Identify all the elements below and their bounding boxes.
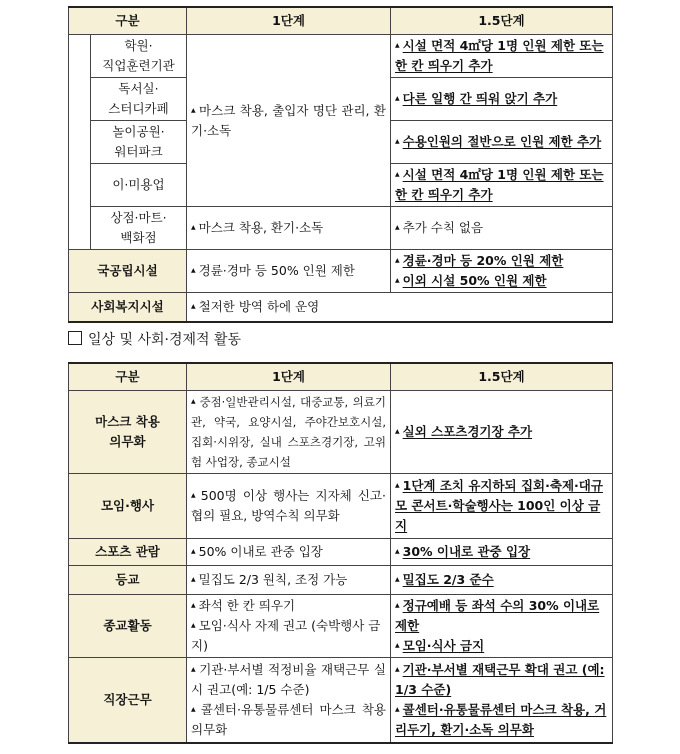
row-label-amusement: 놀이공원· 워터파크 xyxy=(91,121,187,164)
activity-rules-table xyxy=(68,362,613,744)
stage1-public: 경륜·경마 등 50% 인원 제한 xyxy=(198,263,355,278)
row-label-beauty: 이·미용업 xyxy=(91,164,187,207)
stage15-item: 정규예배 등 좌석 수의 30% 이내로 제한 xyxy=(395,598,600,633)
table-row xyxy=(69,539,613,566)
row-label: 마스크 착용 의무화 xyxy=(69,391,187,474)
table-row xyxy=(69,250,613,293)
row-label-welfare: 사회복지시설 xyxy=(69,293,187,323)
stage15-item: 30% 이내로 관중 입장 xyxy=(402,544,531,559)
header-stage15: 1.5단계 xyxy=(391,363,613,391)
header-stage1: 1단계 xyxy=(187,363,391,391)
stage15-reading-room: 다른 일행 간 띄워 앉기 추가 xyxy=(402,91,558,106)
row-label-public: 국공립시설 xyxy=(69,250,187,293)
stage1-item: 좌석 한 칸 띄우기 xyxy=(198,598,296,613)
table-row xyxy=(69,474,613,539)
stage15-academy: 시설 면적 4㎡당 1명 인원 제한 또는 한 칸 띄우기 추가 xyxy=(395,38,604,73)
stage15-beauty: 시설 면적 4㎡당 1명 인원 제한 또는 한 칸 띄우기 추가 xyxy=(395,167,604,202)
table-row xyxy=(69,207,613,250)
stage15-public-2: 이외 시설 50% 인원 제한 xyxy=(402,273,547,288)
stage1-shops: 마스크 착용, 환기·소독 xyxy=(198,220,324,235)
stage1-item: 콜센터·유통물류센터 마스크 착용 의무화 xyxy=(191,702,386,737)
header-category: 구분 xyxy=(69,363,187,391)
table-header-row xyxy=(69,7,613,35)
row-label-academy: 학원· 직업훈련기관 xyxy=(91,35,187,78)
stage15-item: 기관·부서별 재택근무 확대 권고 (예: 1/3 수준) xyxy=(395,662,605,697)
stage15-shops: 추가 수칙 없음 xyxy=(402,220,484,235)
row-label: 등교 xyxy=(69,566,187,595)
stage15-amusement: 수용인원의 절반으로 인원 제한 추가 xyxy=(402,134,602,149)
table-row xyxy=(69,658,613,744)
row-label: 직장근무 xyxy=(69,658,187,744)
stage15-item: 실외 스포츠경기장 추가 xyxy=(402,424,533,439)
section-title: 일상 및 사회·경제적 활동 xyxy=(68,329,241,349)
header-stage1: 1단계 xyxy=(187,7,391,35)
row-label: 모임·행사 xyxy=(69,474,187,539)
stage1-welfare: 철저한 방역 하에 운영 xyxy=(198,299,320,314)
stage1-item: 중점·일반관리시설, 대중교통, 의료기관, 약국, 요양시설, 주야간보호시설, 집회·시위장, 실내 스포츠경기장, 고위험 사업장, 종교시설 xyxy=(191,395,386,469)
table-row xyxy=(69,566,613,595)
table-row xyxy=(69,35,613,78)
stage1-item: 모임·식사 자제 권고 (숙박행사 금지) xyxy=(191,618,381,653)
stage1-item: 밀집도 2/3 원칙, 조정 가능 xyxy=(198,572,348,587)
row-label-shops: 상점·마트· 백화점 xyxy=(91,207,187,250)
row-label: 종교활동 xyxy=(69,595,187,658)
stage15-item: 모임·식사 금지 xyxy=(402,638,485,653)
stage15-item: 밀집도 2/3 준수 xyxy=(402,572,494,587)
header-category: 구분 xyxy=(69,7,187,35)
table-row xyxy=(69,595,613,658)
row-label-reading-room: 독서실· 스터디카페 xyxy=(91,78,187,121)
table-row xyxy=(69,391,613,474)
facility-rules-table xyxy=(68,6,613,323)
stage15-item: 콜센터·유통물류센터 마스크 착용, 거리두기, 환기·소독 의무화 xyxy=(395,702,607,737)
stage1-group-a: 마스크 착용, 출입자 명단 관리, 환기·소독 xyxy=(191,102,386,138)
stage15-item: 1단계 조치 유지하되 집회·축제·대규모 콘서트·학술행사는 100인 이상 금지 xyxy=(395,478,603,533)
stage1-item: 50% 이내로 관중 입장 xyxy=(198,544,323,559)
stage15-public-1: 경륜·경마 등 20% 인원 제한 xyxy=(402,253,564,268)
stage1-item: 기관·부서별 적정비율 재택근무 실시 권고(예: 1/5 수준) xyxy=(191,662,386,697)
table-row xyxy=(69,293,613,323)
row-label: 스포츠 관람 xyxy=(69,539,187,566)
header-stage15: 1.5단계 xyxy=(391,7,613,35)
stage1-item: 500명 이상 행사는 지자체 신고·협의 필요, 방역수칙 의무화 xyxy=(191,488,386,523)
table-header-row xyxy=(69,363,613,391)
checkbox-icon xyxy=(68,331,82,345)
